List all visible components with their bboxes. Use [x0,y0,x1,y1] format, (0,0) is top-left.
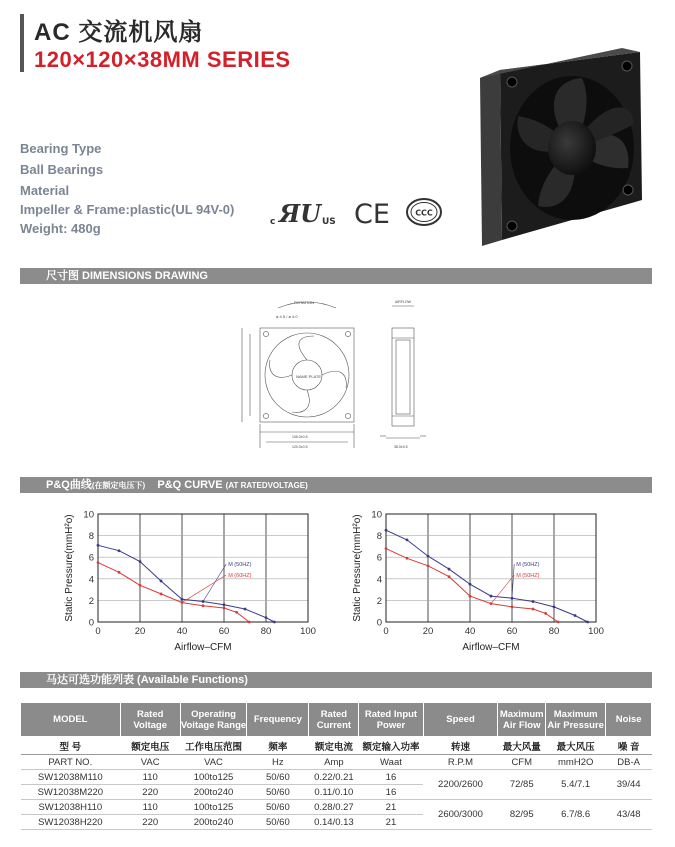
series-point-0 [532,600,535,603]
col-header-max-airflow: Maximum Air Flow [498,703,546,737]
x-tick-label: 60 [506,626,518,637]
legend-leader-0 [203,564,226,601]
series-point-1 [511,605,514,608]
series-point-1 [406,557,409,560]
table-cell: 额定输入功率 [359,737,423,755]
ce-cert-icon [354,198,398,232]
series-point-1 [469,595,472,598]
x-tick-label: 80 [260,626,272,637]
table-cell-airflow: 82/95 [498,800,546,830]
dimensions-section-header: 尺寸图 DIMENSIONS DRAWING [20,268,652,284]
col-header-input-power: Rated Input Power [359,703,423,737]
y-tick-label: 10 [83,509,94,521]
table-cell-noise: 43/48 [606,800,652,830]
spec-bearing-value: Ball Bearings [20,162,104,177]
pq-header-en-note: (AT RATEDVOLTAGE) [225,481,308,490]
series-point-1 [557,621,560,624]
y-tick-label: 10 [371,509,382,521]
series-point-0 [574,614,577,617]
table-cell: mmH2O [546,755,606,770]
table-cell: 0.11/0.10 [309,785,359,800]
table-cell: SW12038H220 [21,815,121,830]
y-tick-label: 6 [376,552,382,564]
series-subtitle: 120×120×38MM SERIES [34,47,291,72]
table-cell: 50/60 [247,800,309,815]
series-point-0 [406,539,409,542]
pq-chart-left [60,500,320,660]
table-cell-pressure: 6.7/8.6 [546,800,606,830]
series-point-0 [385,529,388,532]
svg-text:ROTATION: ROTATION [294,300,315,305]
table-cell-speed: 2200/2600 [423,770,498,800]
table-cell: 100to125 [180,800,246,815]
table-cell: 16 [359,770,423,785]
y-tick-label: 4 [88,574,94,586]
x-tick-label: 40 [464,626,476,637]
table-cell: PART NO. [21,755,121,770]
series-point-0 [469,583,472,586]
table-cell: 额定电压 [120,737,180,755]
table-cell: DB-A [606,755,652,770]
y-tick-label: 8 [376,531,382,543]
series-point-0 [244,608,247,611]
y-tick-label: 0 [376,617,382,629]
table-cell: 220 [120,815,180,830]
series-point-1 [223,607,226,610]
table-cell: R.P.M [423,755,498,770]
table-cell: 最大风压 [546,737,606,755]
svg-text:ЯU: ЯU [279,200,322,228]
series-point-0 [139,560,142,563]
series-point-1 [385,547,388,550]
fan-product-image [472,40,652,250]
series-point-0 [223,603,226,606]
svg-text:120.0±0.5: 120.0±0.5 [292,445,308,449]
y-tick-label: 8 [88,531,94,543]
table-cell: 额定电流 [309,737,359,755]
y-tick-label: 4 [376,574,382,586]
table-cell: 200to240 [180,815,246,830]
table-units-row [21,755,652,770]
svg-text:38.0±0.5: 38.0±0.5 [394,445,408,449]
series-point-0 [97,544,100,547]
col-header-noise: Noise [606,703,652,737]
table-cell: 0.28/0.27 [309,800,359,815]
table-cell: SW12038M110 [21,770,121,785]
col-header-frequency: Frequency [247,703,309,737]
spec-bearing-label: Bearing Type [20,141,102,156]
y-tick-label: 6 [88,552,94,564]
table-row [21,770,652,785]
y-axis-label: Static Pressure(mmH²o) [64,514,75,622]
table-cell: Waat [359,755,423,770]
svg-text:US: US [322,217,336,227]
series-point-0 [553,605,556,608]
ul-cert-icon [270,200,342,232]
spec-material-label: Material [20,183,70,198]
series-point-0 [265,616,268,619]
svg-text:c: c [270,217,276,227]
series-point-1 [160,593,163,596]
series-line-0 [386,530,588,622]
y-tick-label: 2 [376,595,382,607]
dimension-side-view [372,296,432,456]
series-point-0 [490,595,493,598]
table-cell: 110 [120,800,180,815]
series-point-0 [448,568,451,571]
table-cell-noise: 39/44 [606,770,652,800]
pq-header-zh: P&Q曲线 [46,479,92,491]
table-cell: 21 [359,800,423,815]
col-header-voltage-range: Operating Voitage Range [180,703,246,737]
table-cell: 50/60 [247,815,309,830]
series-point-1 [97,561,100,564]
table-row [21,800,652,815]
table-header-row [21,703,652,737]
legend-entry-0: M (50HZ) [516,562,540,568]
table-cell: 最大风量 [498,737,546,755]
svg-text:ø 4.5 / ø 4.0: ø 4.5 / ø 4.0 [276,314,298,319]
functions-section-header: 马达可选功能列表 (Available Functions) [20,672,652,688]
y-tick-label: 2 [88,595,94,607]
legend-leader-1 [491,575,514,604]
table-cell: 50/60 [247,770,309,785]
table-cell: 110 [120,770,180,785]
pq-section-header [20,477,652,493]
col-header-speed: Speed [423,703,498,737]
x-tick-label: 20 [422,626,434,637]
svg-text:CE: CE [354,199,390,228]
x-axis-label: Airflow–CFM [174,642,232,653]
series-point-1 [448,575,451,578]
series-point-1 [248,621,251,624]
table-cell: 转速 [423,737,498,755]
table-cell: 工作电压范围 [180,737,246,755]
spec-weight: Weight: 480g [20,221,101,236]
series-point-1 [532,608,535,611]
x-tick-label: 0 [95,626,101,637]
table-cell: 200to240 [180,785,246,800]
series-point-1 [139,584,142,587]
y-axis-label: Static Pressure(mmH²o) [352,514,363,622]
ccc-cert-icon [404,196,444,232]
table-cell-speed: 2600/3000 [423,800,498,830]
svg-text:105.0±0.5: 105.0±0.5 [292,435,308,439]
x-tick-label: 60 [218,626,230,637]
table-cell: 型 号 [21,737,121,755]
table-cell: 16 [359,785,423,800]
table-cell: SW12038M220 [21,785,121,800]
series-point-0 [273,621,276,624]
title-accent-bar [20,14,24,72]
series-point-0 [586,621,589,624]
x-tick-label: 0 [383,626,389,637]
table-cell: Hz [247,755,309,770]
legend-leader-1 [182,575,226,603]
table-cell: VAC [120,755,180,770]
table-cell: SW12038H110 [21,800,121,815]
table-cell: 21 [359,815,423,830]
x-tick-label: 100 [300,626,316,637]
table-zh-header-row [21,737,652,755]
svg-text:CCC: CCC [415,208,433,218]
table-cell: 0.14/0.13 [309,815,359,830]
x-axis-label: Airflow–CFM [462,642,520,653]
series-point-0 [427,555,430,558]
series-point-0 [181,598,184,601]
legend-entry-0: M (50HZ) [228,562,252,568]
y-tick-label: 0 [88,617,94,629]
table-cell: 噪 音 [606,737,652,755]
series-point-1 [544,612,547,615]
legend-entry-1: M (50HZ) [516,573,540,579]
x-tick-label: 20 [134,626,146,637]
dimension-front-view [232,292,372,452]
series-point-1 [235,611,238,614]
svg-text:NAME PLATE: NAME PLATE [296,374,322,379]
legend-entry-1: M (60HZ) [228,573,252,579]
table-cell: 220 [120,785,180,800]
col-header-max-pressure: Maximum Air Pressure [546,703,606,737]
functions-table [20,702,652,830]
series-line-0 [98,545,274,622]
page-title: AC 交流机风扇 [34,19,204,46]
x-tick-label: 100 [588,626,604,637]
x-tick-label: 80 [548,626,560,637]
svg-text:AIRFLOW: AIRFLOW [395,300,411,304]
table-cell-airflow: 72/85 [498,770,546,800]
plot-frame [386,514,596,622]
series-point-0 [160,580,163,583]
col-header-model: MODEL [21,703,121,737]
series-point-1 [118,571,121,574]
table-cell: 频率 [247,737,309,755]
col-header-rated-current: Rated Current [309,703,359,737]
col-header-rated-voltage: Rated Voltage [120,703,180,737]
table-cell: 100to125 [180,770,246,785]
x-tick-label: 40 [176,626,188,637]
pq-header-zh-note: (在额定电压下) [91,481,146,490]
spec-material-value: Impeller & Frame:plastic(UL 94V-0) [20,202,235,217]
table-cell: VAC [180,755,246,770]
table-cell: Amp [309,755,359,770]
table-cell: CFM [498,755,546,770]
pq-header-en: P&Q CURVE [157,479,223,491]
series-point-1 [202,604,205,607]
table-cell: 0.22/0.21 [309,770,359,785]
pq-chart-right [348,500,618,660]
series-point-1 [427,564,430,567]
table-cell: 50/60 [247,785,309,800]
series-point-0 [118,549,121,552]
table-cell-pressure: 5.4/7.1 [546,770,606,800]
